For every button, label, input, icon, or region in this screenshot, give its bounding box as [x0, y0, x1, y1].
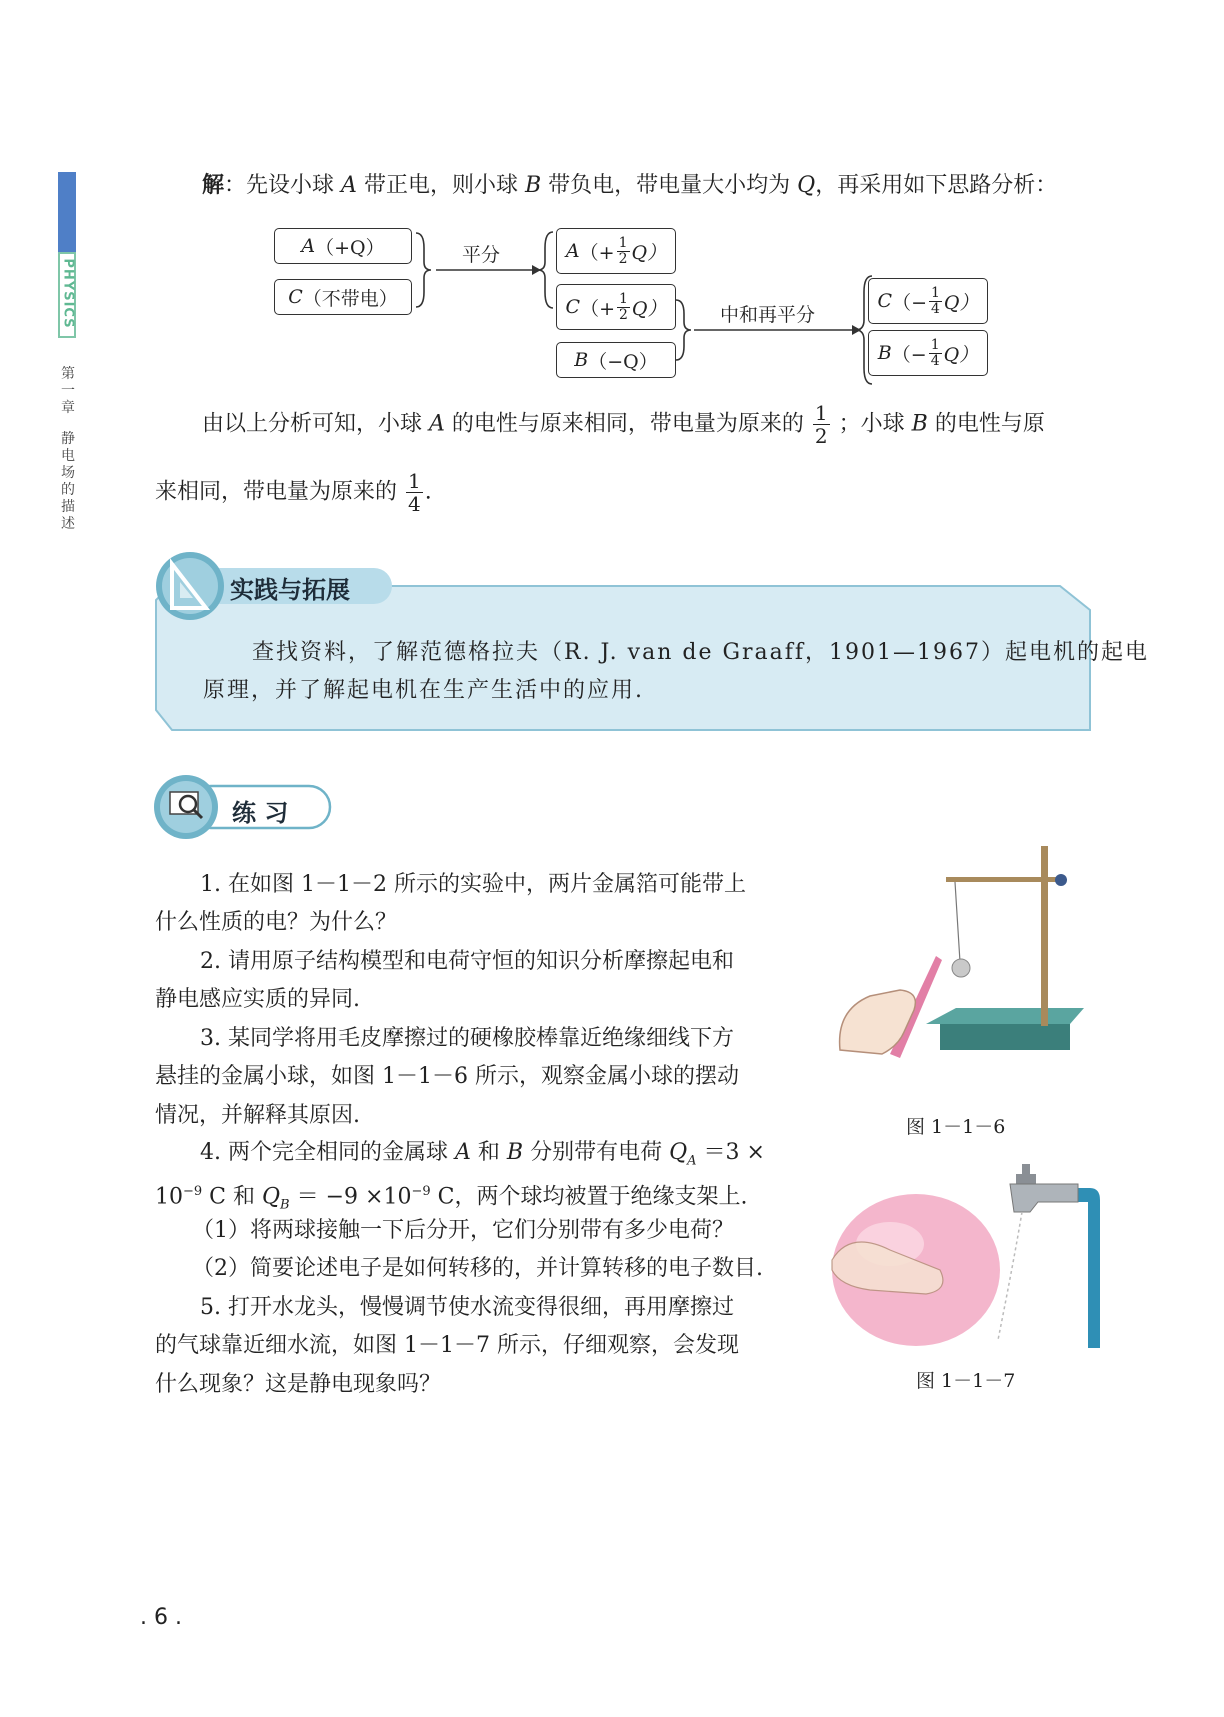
- sidebar-chapter-number: 第一章: [61, 366, 75, 416]
- arrow-label-split: 平分: [462, 244, 501, 266]
- box-a-half-post: Q）: [631, 241, 667, 264]
- question-4-qb: Q: [262, 1184, 281, 1210]
- conclusion-line-2: [155, 470, 432, 515]
- conclusion-text-4: 的电性与原: [934, 411, 1045, 437]
- conclusion-period: .: [424, 479, 432, 505]
- question-4-sub-1: （1）将两球接触一下后分开，它们分别带有多少电荷？: [192, 1218, 734, 1243]
- stand-base: [940, 1024, 1070, 1050]
- stand-arm: [946, 877, 1066, 882]
- box-b-final-pre: （−: [891, 343, 927, 366]
- arrow-label-neutralize: 中和再平分: [720, 304, 816, 326]
- question-4-text-c: ＝3 ×: [703, 1140, 765, 1165]
- practice-line-2: 原理，并了解起电机在生产生活中的应用.: [203, 678, 644, 703]
- box-c-ball: C: [288, 286, 303, 308]
- question-4-qa: Q: [669, 1140, 688, 1165]
- clamp-knob-icon: [1055, 874, 1067, 886]
- stand-pole: [1041, 846, 1048, 1026]
- fraction-denominator: 4: [930, 352, 940, 369]
- question-3-line-1: 3. 某同学将用毛皮摩擦过的硬橡胶棒靠近绝缘细线下方: [200, 1026, 734, 1051]
- figure-1-1-7-caption: 图 1－1－7: [916, 1370, 1016, 1392]
- box-c-final: [868, 278, 988, 324]
- sidebar-physics-label: PHYSICS: [60, 258, 76, 329]
- faucet-stem: [1022, 1164, 1030, 1180]
- stand-base-top: [926, 1008, 1084, 1024]
- question-4-sub-2: （2）简要论述电子是如何转移的，并计算转移的电子数目.: [192, 1256, 763, 1281]
- diagram-lines: [0, 0, 1224, 400]
- question-3-line-3: 情况，并解释其原因.: [155, 1103, 360, 1128]
- brace-icon: [538, 232, 553, 308]
- conclusion-line-1: [202, 402, 1045, 447]
- box-b-initial: [556, 342, 676, 378]
- question-1-line-1: 1. 在如图 1－1－2 所示的实验中，两片金属箔可能带上: [200, 872, 746, 897]
- metal-ball: [952, 959, 970, 977]
- box-c-half-ball: C: [565, 296, 581, 318]
- box-a-half: [556, 228, 676, 274]
- solution-text-b: 带正电，则小球: [363, 173, 518, 198]
- box-c-final-ball: C: [877, 290, 893, 312]
- fraction-denominator: 2: [618, 250, 628, 267]
- fraction-denominator: 2: [618, 306, 628, 323]
- fraction-denominator: 4: [930, 300, 940, 317]
- box-c-half: [556, 284, 676, 330]
- pendulum-thread: [955, 882, 960, 962]
- box-c-charge: （不带电）: [302, 287, 398, 310]
- solution-label: 解: [202, 173, 225, 198]
- fraction-numerator: 1: [930, 336, 940, 353]
- solution-ball-b: B: [524, 173, 542, 198]
- box-a-charge: （+Q）: [315, 236, 385, 259]
- question-2-line-2: 静电感应实质的异同.: [155, 987, 360, 1012]
- fraction-numerator: 1: [618, 234, 628, 251]
- solution-text-a: 先设小球: [246, 173, 335, 198]
- brace-icon: [676, 300, 691, 360]
- question-4-ball-b: B: [506, 1140, 524, 1165]
- sidebar-chapter-title: 静电场的描述: [61, 431, 75, 532]
- question-1-line-2: 什么性质的电？为什么？: [155, 910, 398, 935]
- conclusion-fraction-half: [813, 402, 830, 447]
- solution-q: Q: [797, 173, 816, 198]
- box-a-half-ball: A: [565, 240, 580, 262]
- box-c-half-pre: （+: [580, 297, 615, 320]
- practice-line-1: 查找资料，了解范德格拉夫（R. J. van de Graaff，1901—1967）起电机的起电: [252, 640, 1150, 665]
- question-4-qa-subscript: A: [687, 1153, 697, 1169]
- solution-ball-a: A: [341, 173, 357, 198]
- question-4-qb-subscript: B: [280, 1197, 290, 1213]
- conclusion-text-3: ；小球: [838, 411, 905, 437]
- fraction-numerator: 1: [930, 284, 940, 301]
- box-b-ball: B: [574, 349, 589, 371]
- question-2-line-1: 2. 请用原子结构模型和电荷守恒的知识分析摩擦起电和: [200, 949, 734, 974]
- brace-icon: [416, 233, 431, 307]
- box-a-ball: A: [301, 235, 316, 257]
- figure-1-1-6-caption: 图 1－1－6: [906, 1116, 1006, 1138]
- figure-1-1-6: [830, 840, 1090, 1070]
- box-c-half-fraction: [617, 292, 630, 323]
- question-4-ten: 10: [155, 1184, 183, 1210]
- question-4-qb-value: ＝ −9 ×10: [289, 1184, 412, 1210]
- water-pipe: [1070, 1188, 1100, 1348]
- conclusion-text-1: 由以上分析可知，小球: [202, 411, 423, 437]
- fraction-numerator: 1: [618, 290, 628, 307]
- fraction-numerator: 1: [408, 469, 421, 493]
- fraction-numerator: 1: [814, 401, 828, 425]
- box-a-half-fraction: [617, 236, 630, 267]
- question-3-line-2: 悬挂的金属小球，如图 1－1－6 所示，观察金属小球的摆动: [155, 1064, 739, 1089]
- question-4-text-d: C，两个球均被置于绝缘支架上.: [430, 1184, 748, 1210]
- box-b-final-fraction: [929, 338, 942, 369]
- question-4-ball-a: A: [454, 1140, 471, 1165]
- exercise-title: 练 习: [232, 799, 289, 827]
- question-4-exponent-a: −9: [183, 1184, 203, 1199]
- question-5-line-1: 5. 打开水龙头，慢慢调节使水流变得很细，再用摩擦过: [200, 1295, 734, 1320]
- solution-colon: ：: [224, 173, 247, 198]
- box-b-final-ball: B: [877, 342, 892, 364]
- question-4-unit-and: C 和: [202, 1184, 262, 1210]
- question-4-text-a: 4. 两个完全相同的金属球: [200, 1140, 448, 1165]
- box-b-charge: （−Q）: [588, 350, 658, 373]
- box-c-final-pre: （−: [892, 291, 927, 314]
- faucet-icon: [1010, 1184, 1078, 1212]
- box-c-half-post: Q）: [631, 297, 667, 320]
- question-4-text-b: 分别带有电荷: [530, 1140, 663, 1165]
- box-a-half-pre: （+: [579, 241, 615, 264]
- practice-title: 实践与拓展: [230, 576, 350, 604]
- conclusion-text-5: 来相同，带电量为原来的: [155, 479, 398, 505]
- box-c-initial: [274, 279, 412, 315]
- box-b-final-post: Q）: [943, 343, 979, 366]
- box-c-final-fraction: [929, 286, 942, 317]
- fraction-denominator: 4: [408, 492, 421, 516]
- page-number: . 6 .: [140, 1605, 182, 1630]
- question-5-line-2: 的气球靠近细水流，如图 1－1－7 所示，仔细观察，会发现: [155, 1333, 739, 1358]
- solution-text-c: 带负电，带电量大小均为: [548, 173, 791, 198]
- box-a-initial: [274, 228, 412, 264]
- conclusion-ball-a: A: [429, 411, 445, 437]
- box-c-final-post: Q）: [943, 291, 979, 314]
- question-5-line-3: 什么现象？这是静电现象吗？: [155, 1372, 442, 1397]
- conclusion-text-2: 的电性与原来相同，带电量为原来的: [451, 411, 804, 437]
- fraction-denominator: 2: [814, 424, 828, 448]
- conclusion-ball-b: B: [911, 411, 928, 437]
- question-4-exponent-b: −9: [411, 1184, 431, 1199]
- figure-1-1-7: [830, 1140, 1110, 1360]
- question-4-and: 和: [477, 1140, 500, 1165]
- box-b-final: [868, 330, 988, 376]
- water-stream: [998, 1212, 1022, 1340]
- solution-text-d: ，再采用如下思路分析：: [815, 173, 1058, 198]
- conclusion-fraction-quarter: [406, 470, 423, 515]
